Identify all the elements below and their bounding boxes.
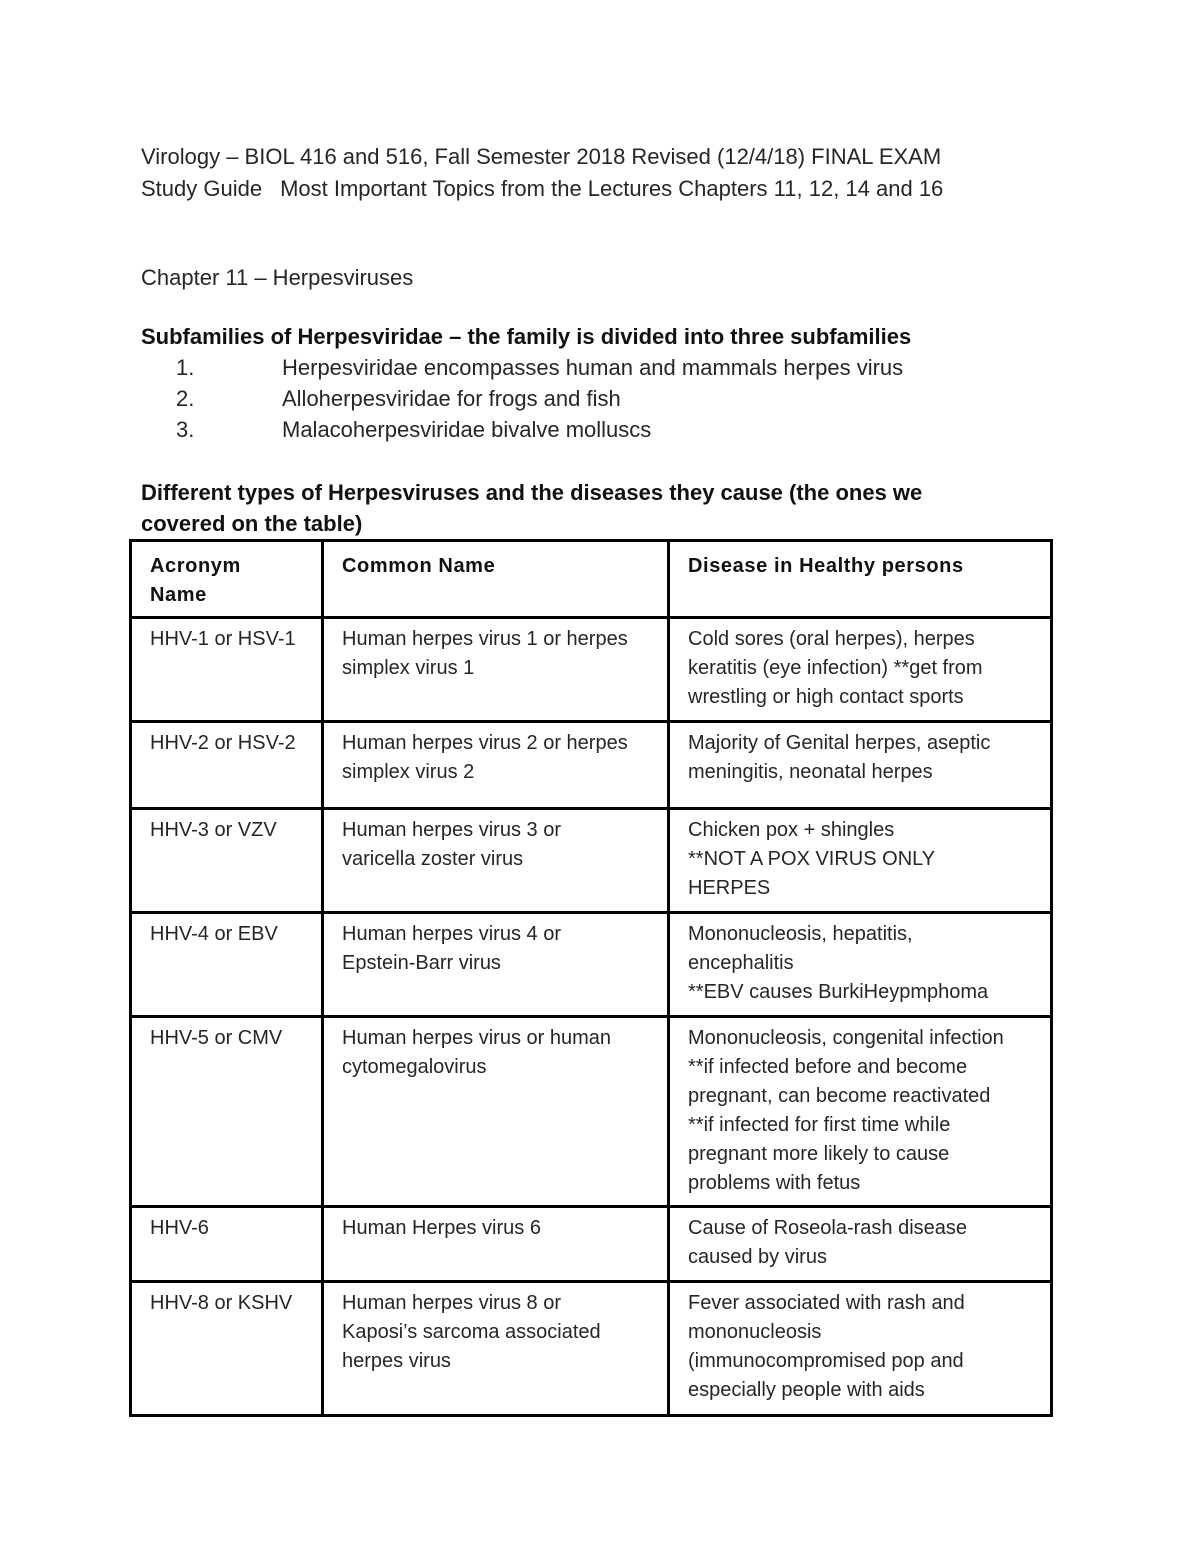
types-heading-line-1: Different types of Herpesviruses and the diseases they cause (the ones we <box>141 480 923 505</box>
cell-line: Human herpes virus 1 or herpes <box>342 628 628 650</box>
cell-line: **EBV causes BurkiHeypmphoma <box>688 981 989 1003</box>
cell-line: Majority of Genital herpes, aseptic <box>688 732 991 754</box>
table-row <box>131 618 1052 722</box>
chapter-title: Chapter 11 – Herpesviruses <box>141 265 414 290</box>
cell-line: Human herpes virus 2 or herpes <box>342 732 628 754</box>
cell-common-name <box>323 809 669 913</box>
cell-line: Mononucleosis, hepatitis, <box>688 923 913 945</box>
cell-line: Human Herpes virus 6 <box>342 1217 541 1239</box>
cell-disease <box>669 1207 1052 1282</box>
table-header-row <box>131 541 1052 618</box>
document-header <box>141 141 1061 205</box>
cell-line: Human herpes virus 8 or <box>342 1292 561 1314</box>
cell-line: varicella zoster virus <box>342 848 524 870</box>
cell-acronym: HHV-3 or VZV <box>131 809 323 913</box>
list-item-number: 1. <box>176 355 195 380</box>
table-row <box>131 1282 1052 1416</box>
cell-common-name <box>323 1207 669 1282</box>
column-header-acronym: Acronym Name <box>131 541 323 618</box>
list-item-number: 3. <box>176 417 195 442</box>
cell-line: Human herpes virus 3 or <box>342 819 561 841</box>
cell-disease <box>669 722 1052 809</box>
cell-line: Human herpes virus or human <box>342 1027 612 1049</box>
cell-disease <box>669 618 1052 722</box>
types-heading-line-2: covered on the table) <box>141 511 363 536</box>
herpesvirus-table <box>129 539 1053 1417</box>
cell-disease <box>669 809 1052 913</box>
cell-line: Fever associated with rash and <box>688 1292 965 1314</box>
cell-line: caused by virus <box>688 1246 827 1268</box>
header-line-1: Virology – BIOL 416 and 516, Fall Semester 2018 Revised (12/4/18) FINAL EXAM <box>141 144 942 169</box>
cell-acronym: HHV-8 or KSHV <box>131 1282 323 1416</box>
cell-common-name <box>323 1282 669 1416</box>
header-study-guide: Study Guide <box>141 176 263 201</box>
cell-disease <box>669 1282 1052 1416</box>
table-row <box>131 809 1052 913</box>
table-row <box>131 1207 1052 1282</box>
cell-line: especially people with aids <box>688 1379 925 1401</box>
cell-line: cytomegalovirus <box>342 1056 487 1078</box>
cell-disease <box>669 913 1052 1017</box>
cell-line: keratitis (eye infection) **get from <box>688 657 983 679</box>
cell-acronym: HHV-1 or HSV-1 <box>131 618 323 722</box>
header-line-2 <box>141 173 1061 205</box>
types-heading <box>141 477 1041 539</box>
header-topics: Most Important Topics from the Lectures Chapters 11, 12, 14 and 16 <box>280 176 944 201</box>
cell-line: mononucleosis <box>688 1321 822 1343</box>
cell-line: (immunocompromised pop and <box>688 1350 964 1372</box>
table-row <box>131 913 1052 1017</box>
column-header-disease: Disease in Healthy persons <box>669 541 1052 618</box>
cell-line: Cold sores (oral herpes), herpes <box>688 628 975 650</box>
cell-line: HERPES <box>688 877 771 899</box>
cell-line: **if infected for first time while <box>688 1114 951 1136</box>
list-item-text: Malacoherpesviridae bivalve molluscs <box>282 417 652 442</box>
cell-line: **NOT A POX VIRUS ONLY <box>688 848 936 870</box>
cell-line: Chicken pox + shingles <box>688 819 895 841</box>
cell-line: Human herpes virus 4 or <box>342 923 561 945</box>
cell-common-name <box>323 913 669 1017</box>
cell-common-name <box>323 722 669 809</box>
cell-acronym: HHV-5 or CMV <box>131 1017 323 1207</box>
cell-common-name <box>323 618 669 722</box>
subfamilies-heading: Subfamilies of Herpesviridae – the family is divided into three subfamilies <box>141 324 912 349</box>
cell-line: meningitis, neonatal herpes <box>688 761 933 783</box>
cell-acronym: HHV-6 <box>131 1207 323 1282</box>
cell-line: wrestling or high contact sports <box>688 686 964 708</box>
cell-line: pregnant more likely to cause <box>688 1143 950 1165</box>
cell-line: encephalitis <box>688 952 794 974</box>
cell-line: **if infected before and become <box>688 1056 968 1078</box>
cell-line: Kaposi’s sarcoma associated <box>342 1321 601 1343</box>
cell-acronym: HHV-4 or EBV <box>131 913 323 1017</box>
cell-line: simplex virus 1 <box>342 657 475 679</box>
table-row <box>131 1017 1052 1207</box>
cell-line: problems with fetus <box>688 1172 861 1194</box>
cell-line: Mononucleosis, congenital infection <box>688 1027 1004 1049</box>
cell-line: herpes virus <box>342 1350 451 1372</box>
cell-disease <box>669 1017 1052 1207</box>
cell-line: Epstein-Barr virus <box>342 952 501 974</box>
cell-common-name <box>323 1017 669 1207</box>
cell-line: simplex virus 2 <box>342 761 475 783</box>
cell-acronym: HHV-2 or HSV-2 <box>131 722 323 809</box>
column-header-common-name: Common Name <box>323 541 669 618</box>
list-item-text: Herpesviridae encompasses human and mammals herpes virus <box>282 355 904 380</box>
cell-line: Cause of Roseola-rash disease <box>688 1217 968 1239</box>
list-item-number: 2. <box>176 386 195 411</box>
cell-line: pregnant, can become reactivated <box>688 1085 991 1107</box>
list-item-text: Alloherpesviridae for frogs and fish <box>282 386 621 411</box>
table-row <box>131 722 1052 809</box>
